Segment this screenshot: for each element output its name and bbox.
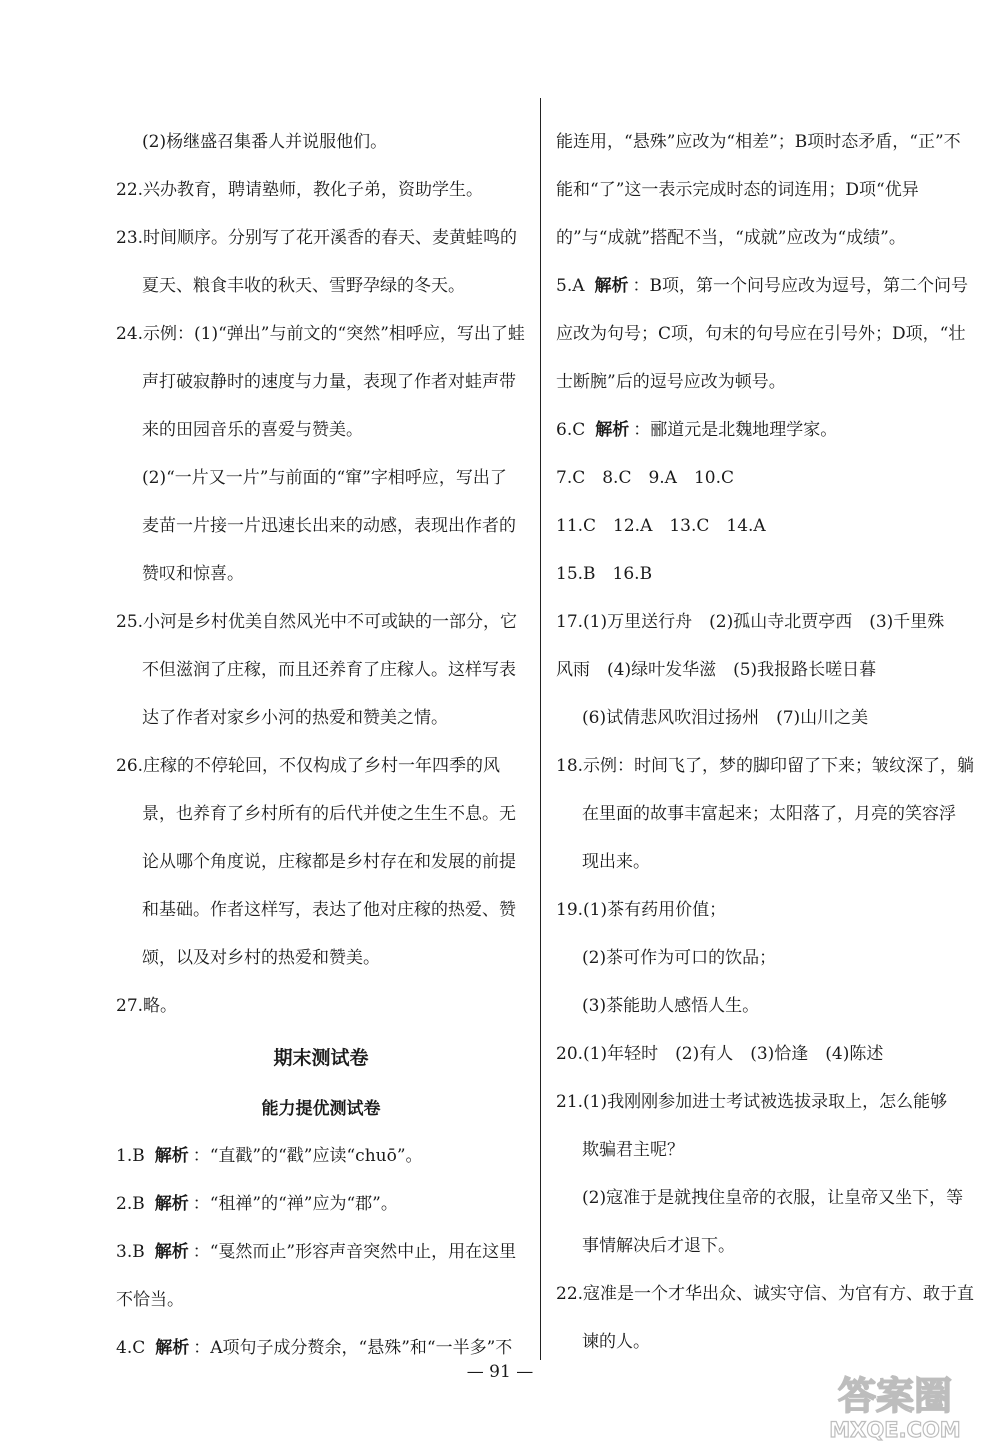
answer-line: 欺骗君主呢？ [582, 1140, 684, 1160]
answer-line: (2)“一片又一片”与前面的“窜”字相呼应，写出了 [142, 468, 507, 488]
answer-line: 赞叹和惊喜。 [142, 564, 244, 584]
answer-line: 现出来。 [582, 852, 650, 872]
left-column [116, 118, 526, 1372]
answer-line: 25.小河是乡村优美自然风光中不可或缺的一部分，它 [116, 612, 518, 632]
subsection-title: 能力提优测试卷 [261, 1099, 381, 1119]
answer-line: 26.庄稼的不停轮回，不仅构成了乡村一年四季的风 [116, 756, 501, 776]
answer-line: 22.兴办教育，聘请塾师，教化子弟，资助学生。 [116, 180, 484, 200]
answer-line: (2)茶可作为可口的饮品； [582, 948, 777, 968]
answer-line: 24.示例：(1)“弹出”与前文的“突然”相呼应，写出了蛙 [116, 324, 525, 344]
answer-item [116, 1228, 526, 1276]
watermark-url: MXQE.COM [829, 1418, 961, 1442]
analysis-label: 解析 [594, 276, 629, 296]
analysis-text: ：郦道元是北魏地理学家。 [633, 420, 838, 440]
answer-line: 应改为句号；C项，句末的句号应在引号外；D项，“壮 [556, 324, 966, 344]
answer-line: 7.C 8.C 9.A 10.C [556, 468, 734, 488]
analysis-text: ：“租禅”的“禅”应为“郡”。 [192, 1194, 398, 1214]
answer-line: (6)试倩悲风吹泪过扬州 (7)山川之美 [582, 708, 869, 728]
watermark-text: 答案圈 [837, 1374, 953, 1418]
analysis-label: 解析 [595, 420, 630, 440]
analysis-label: 解析 [154, 1242, 189, 1262]
answer-number: 4.C [116, 1338, 146, 1358]
answer-line: 声打破寂静时的速度与力量，表现了作者对蛙声带 [142, 372, 516, 392]
watermark-logo [800, 1365, 990, 1443]
answer-line: 11.C 12.A 13.C 14.A [556, 516, 766, 536]
analysis-text: ：“戛然而止”形容声音突然中止，用在这里 [192, 1242, 517, 1262]
answer-line: 能和“了”这一表示完成时态的词连用；D项“优异 [556, 180, 919, 200]
analysis-label: 解析 [154, 1194, 189, 1214]
answer-number: 3.B [116, 1242, 145, 1262]
answer-item [116, 1132, 526, 1180]
page-number: — 91 — [466, 1362, 534, 1382]
answer-item [556, 262, 976, 310]
answer-line: 22.寇准是一个才华出众、诚实守信、为官有方、敢于直 [556, 1284, 975, 1304]
analysis-text: ：A项句子成分赘余，“悬殊”和“一半多”不 [193, 1338, 513, 1358]
answer-line: 达了作者对家乡小河的热爱和赞美之情。 [142, 708, 448, 728]
answer-line: 颂，以及对乡村的热爱和赞美。 [142, 948, 380, 968]
answer-line: 18.示例：时间飞了，梦的脚印留了下来；皱纹深了，躺 [556, 756, 975, 776]
answer-number: 1.B [116, 1146, 145, 1166]
answer-line: 麦苗一片接一片迅速长出来的动感，表现出作者的 [142, 516, 516, 536]
answer-line: (2)寇准于是就拽住皇帝的衣服，让皇帝又坐下，等 [582, 1188, 964, 1208]
answer-line: (2)杨继盛召集番人并说服他们。 [142, 132, 388, 152]
answer-line: 夏天、粮食丰收的秋天、雪野孕绿的冬天。 [142, 276, 465, 296]
answer-line: 风雨 (4)绿叶发华滋 (5)我报路长嗟日暮 [556, 660, 877, 680]
analysis-label: 解析 [155, 1338, 190, 1358]
answer-line: 27.略。 [116, 996, 178, 1016]
answer-line: 17.(1)万里送行舟 (2)孤山寺北贾亭西 (3)千里殊 [556, 612, 945, 632]
analysis-text: ：B项，第一个问号应改为逗号，第二个问号 [632, 276, 968, 296]
answer-line: 论从哪个角度说，庄稼都是乡村存在和发展的前提 [142, 852, 516, 872]
answer-line: 事情解决后才退下。 [582, 1236, 735, 1256]
answer-item [556, 406, 976, 454]
column-divider [540, 98, 541, 1360]
answer-line: 21.(1)我刚刚参加进士考试被选拔录取上，怎么能够 [556, 1092, 948, 1112]
right-column [556, 118, 976, 1366]
answer-line: 能连用，“悬殊”应改为“相差”；B项时态矛盾，“正”不 [556, 132, 961, 152]
answer-line: 不恰当。 [116, 1290, 184, 1310]
answer-number: 6.C [556, 420, 586, 440]
answer-line: 在里面的故事丰富起来；太阳落了，月亮的笑容浮 [582, 804, 956, 824]
answer-line: 23.时间顺序。分别写了花开溪香的春天、麦黄蛙鸣的 [116, 228, 518, 248]
answer-line: 和基础。作者这样写，表达了他对庄稼的热爱、赞 [142, 900, 516, 920]
answer-line: 不但滋润了庄稼，而且还养育了庄稼人。这样写表 [142, 660, 516, 680]
analysis-label: 解析 [154, 1146, 189, 1166]
analysis-text: ：“直戳”的“戳”应读“chuō”。 [192, 1146, 423, 1166]
answer-item [116, 1180, 526, 1228]
answer-line: 19.(1)茶有药用价值； [556, 900, 727, 920]
answer-line: 谏的人。 [582, 1332, 650, 1352]
answer-number: 5.A [556, 276, 585, 296]
answer-number: 2.B [116, 1194, 145, 1214]
section-title: 期末测试卷 [273, 1047, 369, 1069]
answer-line: 来的田园音乐的喜爱与赞美。 [142, 420, 363, 440]
answer-line: (3)茶能助人感悟人生。 [582, 996, 760, 1016]
answer-line: 士断腕”后的逗号应改为顿号。 [556, 372, 786, 392]
answer-line: 15.B 16.B [556, 564, 653, 584]
answer-line: 景，也养育了乡村所有的后代并使之生生不息。无 [142, 804, 516, 824]
answer-line: 20.(1)年轻时 (2)有人 (3)恰逢 (4)陈述 [556, 1044, 884, 1064]
answer-line: 的”与“成就”搭配不当，“成就”应改为“成绩”。 [556, 228, 906, 248]
